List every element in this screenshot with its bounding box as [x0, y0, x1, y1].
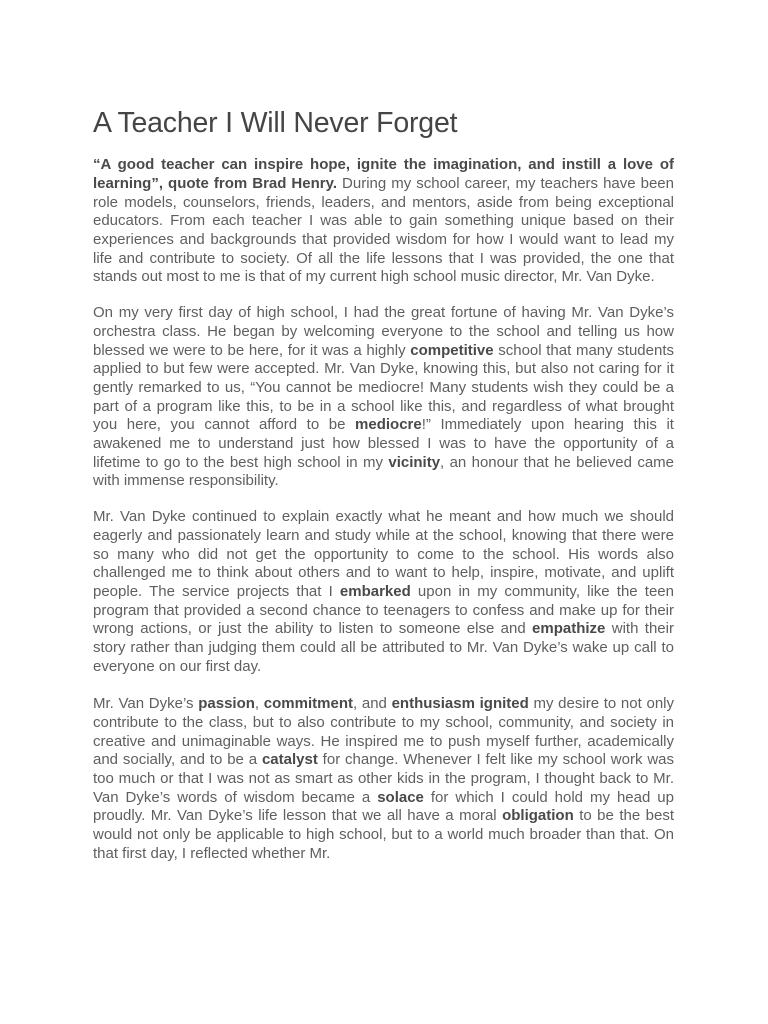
- document-title: A Teacher I Will Never Forget: [93, 107, 458, 139]
- keyword-obligation: obligation: [502, 807, 574, 825]
- paragraph-4-text-3: , and: [352, 695, 392, 713]
- paragraph-4-text-6: for which I could hold my head up proudly. Mr. Van Dyke’s life lesson that we all have a moral: [93, 788, 674, 825]
- paragraph-3: [93, 508, 674, 676]
- paragraph-2-text-2: school that many students applied to but few were accepted. Mr. Van Dyke, knowing this, but also not caring for it gently remarked to us, “You cannot be mediocre! Many students wish they could be a part of a program like this, to be in a school like this, and regardless of what brought you here, you cannot afford to be: [93, 341, 674, 434]
- paragraph-2-text-1: On my very first day of high school, I had the great fortune of having Mr. Van Dyke’s orchestra class. He began by welcoming everyone to the school and telling us how blessed we were to be here, for it was a highly: [93, 304, 674, 359]
- keyword-solace: solace: [377, 788, 424, 806]
- opening-quote: “A good teacher can inspire hope, ignite the imagination, and instill a love of learning”, quote from Brad Henry.: [93, 156, 674, 192]
- keyword-vicinity: vicinity: [388, 453, 441, 471]
- keyword-catalyst: catalyst: [261, 751, 318, 769]
- keyword-embarked: embarked: [339, 582, 411, 600]
- paragraph-spacer: [93, 676, 674, 695]
- paragraph-1-text: During my school career, my teachers have been role models, counselors, friends, leaders, and mentors, aside from being exceptional educators. From each teacher I was able to gain something unique based on their experiences and backgrounds that provided wisdom for how I would want to lead my life and contribute to society. Of all the life lessons that I was provided, the one that stands out most to me is that of my current high school music director, Mr. Van Dyke.: [93, 174, 674, 286]
- paragraph-2: [93, 304, 674, 491]
- paragraph-3-text-2: upon in my community, like the teen program that provided a second chance to teenagers to confess and make up for their wrong actions, or just the ability to listen to someone else and: [93, 582, 674, 638]
- paragraph-4: [93, 695, 674, 863]
- paragraph-4-text-4: my desire to not only contribute to the class, but to also contribute to my school, community, and society in creative and unimaginable ways. He inspired me to push myself further, academically and socially, and to be a: [93, 695, 674, 769]
- paragraph-3-text-3: with their story rather than judging them could all be attributed to Mr. Van Dyke’s wake up call to everyone on our first day.: [93, 620, 674, 675]
- document-page: [93, 106, 674, 880]
- paragraph-4-text-2: ,: [254, 695, 264, 713]
- paragraph-2-text-3: !” Immediately upon hearing this it awakened me to understand just how blessed I was to have the opportunity of a lifetime to go to the best high school in my: [93, 416, 674, 471]
- keyword-enthusiasm-ignited: enthusiasm ignited: [391, 695, 529, 713]
- keyword-commitment: commitment: [263, 695, 353, 713]
- keyword-mediocre: mediocre: [355, 416, 422, 434]
- paragraph-2-text-4: , an honour that he believed came with immense responsibility.: [93, 453, 674, 490]
- keyword-empathize: empathize: [532, 620, 606, 638]
- paragraph-4-text-7: to be the best would not only be applicable to high school, but to a world much broader than that. On that first day, I reflected whether Mr.: [93, 807, 674, 862]
- keyword-competitive: competitive: [410, 341, 494, 359]
- keyword-passion: passion: [198, 695, 255, 713]
- paragraph-4-text-1: Mr. Van Dyke’s: [93, 695, 199, 713]
- paragraph-3-text-1: Mr. Van Dyke continued to explain exactly what he meant and how much we should eagerly and passionately learn and study while at the school, knowing that there were so many who did not get the opportunity to come to the school. His words also challenged me to think about others and to want to help, inspire, motivate, and uplift people. The service projects that I: [93, 508, 674, 600]
- paragraph-1: [93, 156, 674, 287]
- paragraph-4-text-5: for change. Whenever I felt like my school work was too much or that I was not as smart as other kids in the program, I thought back to Mr. Van Dyke’s words of wisdom became a: [93, 751, 674, 806]
